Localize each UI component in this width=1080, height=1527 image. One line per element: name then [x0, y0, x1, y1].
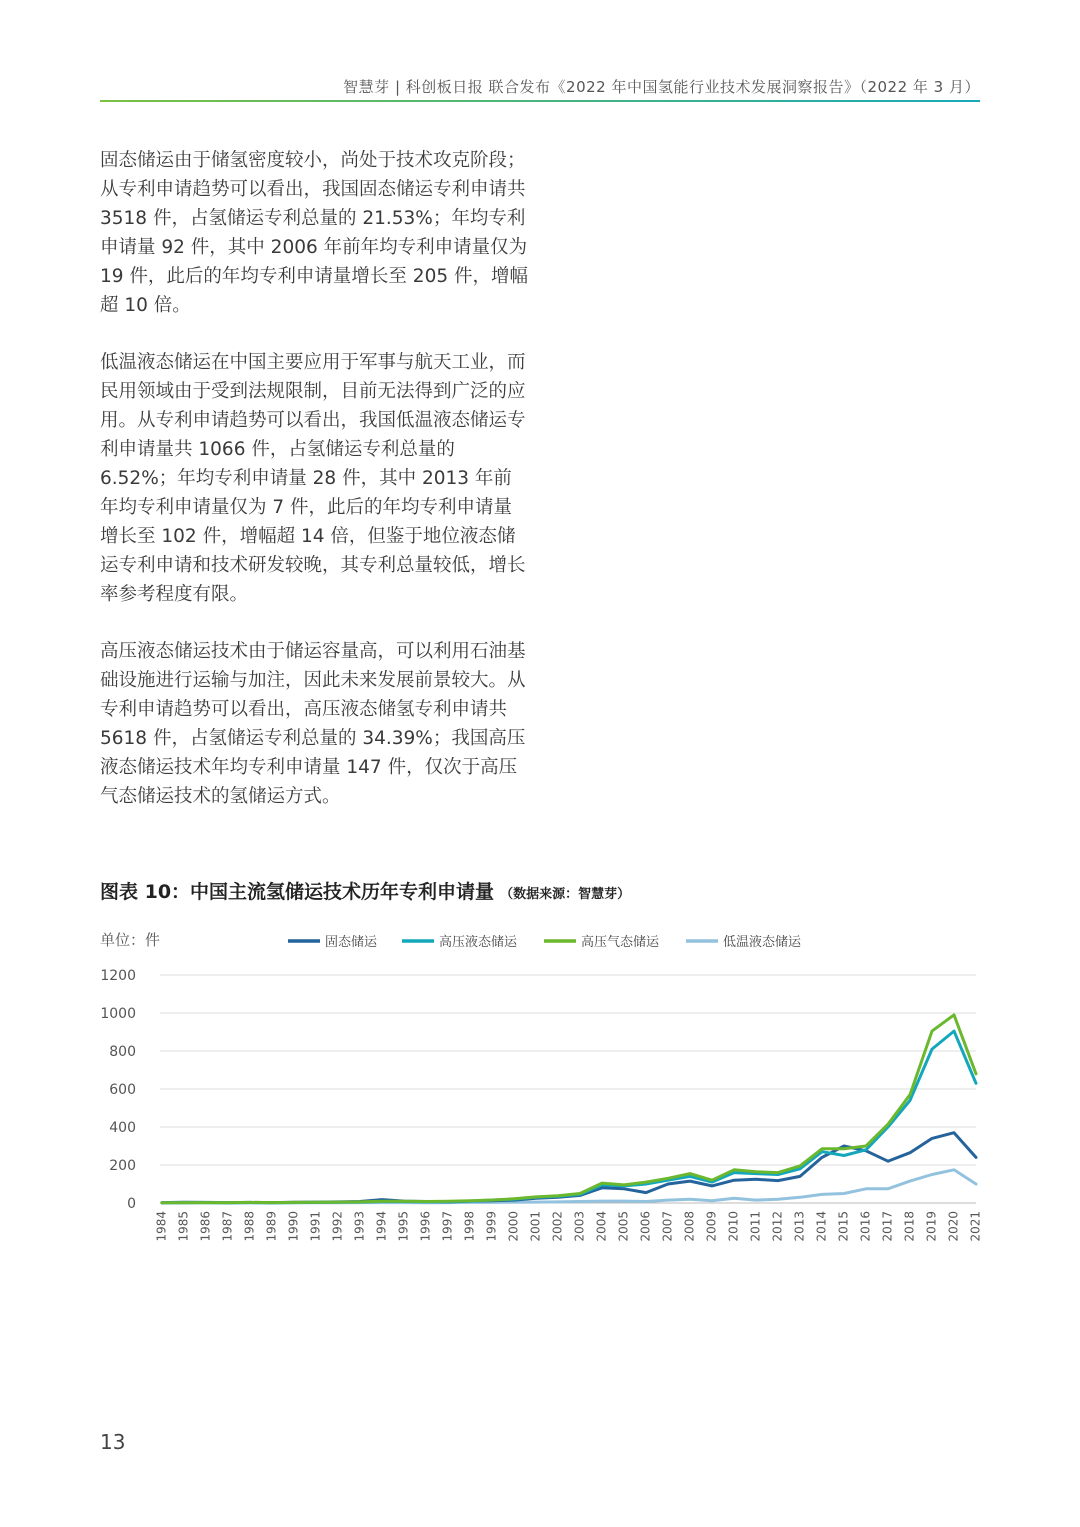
x-tick-label: 1985 [176, 1211, 191, 1242]
x-tick-label: 2013 [792, 1211, 807, 1242]
body-text [100, 146, 528, 839]
page-number: 13 [100, 1430, 126, 1454]
x-tick-label: 1995 [396, 1211, 411, 1242]
figure-title [100, 877, 630, 904]
x-tick-label: 1989 [264, 1211, 279, 1242]
y-tick-label: 600 [109, 1082, 136, 1098]
x-tick-label: 2015 [836, 1211, 851, 1242]
line-chart [80, 925, 1000, 1265]
x-tick-label: 1986 [198, 1211, 213, 1242]
series-line-3 [162, 1170, 976, 1203]
x-tick-label: 1994 [374, 1211, 389, 1242]
x-tick-label: 1996 [418, 1211, 433, 1242]
x-tick-label: 1993 [352, 1211, 367, 1242]
x-tick-label: 2021 [968, 1211, 983, 1242]
legend-label: 低温液态储运 [723, 935, 802, 950]
series-line-2 [162, 1015, 976, 1203]
x-tick-label: 2009 [704, 1211, 719, 1242]
x-tick-label: 2001 [528, 1211, 543, 1242]
header-divider [100, 100, 980, 102]
x-tick-label: 2004 [594, 1211, 609, 1242]
paragraph-solid-storage: 固态储运由于储氢密度较小，尚处于技术攻克阶段；从专利申请趋势可以看出，我国固态储运专利申请共 3518 件，占氢储运专利总量的 21.53%；年均专利申请量 92 件，其中 2006 年前年均专利申请量仅为 19 件，此后的年均专利申请量增长至 205 件，增幅超 10 倍。 [100, 150, 528, 316]
x-tick-label: 1998 [462, 1211, 477, 1242]
legend-label: 高压液态储运 [439, 935, 518, 950]
legend-label: 高压气态储运 [581, 935, 660, 950]
y-tick-label: 400 [109, 1120, 136, 1136]
y-tick-label: 1000 [100, 1006, 136, 1022]
figure-source: （数据来源：智慧芽） [500, 887, 631, 902]
x-tick-label: 2008 [682, 1211, 697, 1242]
x-tick-label: 2012 [770, 1211, 785, 1242]
series-line-1 [162, 1031, 976, 1203]
y-tick-label: 1200 [100, 968, 136, 984]
y-tick-label: 200 [109, 1158, 136, 1174]
x-tick-label: 2018 [902, 1211, 917, 1242]
x-tick-label: 2014 [814, 1211, 829, 1242]
x-tick-label: 2000 [506, 1211, 521, 1242]
x-tick-label: 2007 [660, 1211, 675, 1242]
chart-unit-label: 单位：件 [100, 931, 161, 949]
report-header: 智慧芽 | 科创板日报 联合发布《2022 年中国氢能行业技术发展洞察报告》（2022 年 3 月） [343, 78, 980, 96]
x-tick-label: 2020 [946, 1211, 961, 1242]
x-tick-label: 2006 [638, 1211, 653, 1242]
x-tick-label: 2019 [924, 1211, 939, 1242]
y-tick-label: 0 [127, 1196, 136, 1212]
x-tick-label: 2002 [550, 1211, 565, 1242]
figure-title-text: 图表 10：中国主流氢储运技术历年专利申请量 [100, 881, 495, 903]
x-tick-label: 1997 [440, 1211, 455, 1242]
x-tick-label: 2017 [880, 1211, 895, 1242]
x-tick-label: 1999 [484, 1211, 499, 1242]
x-tick-label: 2016 [858, 1211, 873, 1242]
x-tick-label: 1987 [220, 1211, 235, 1242]
x-tick-label: 1991 [308, 1211, 323, 1242]
x-tick-label: 1992 [330, 1211, 345, 1242]
y-tick-label: 800 [109, 1044, 136, 1060]
x-tick-label: 2011 [748, 1211, 763, 1242]
x-tick-label: 1984 [154, 1211, 169, 1242]
x-tick-label: 2003 [572, 1211, 587, 1242]
x-tick-label: 2010 [726, 1211, 741, 1242]
paragraph-cryogenic-liquid-storage: 低温液态储运在中国主要应用于军事与航天工业，而民用领域由于受到法规限制，目前无法得到广泛的应用。从专利申请趋势可以看出，我国低温液态储运专利申请量共 1066 件，占氢储运专利总量的 6.52%；年均专利申请量 28 件，其中 2013 年前年均专利申请量仅为 7 件，此后的年均专利申请量增长至 102 件，增幅超 14 倍，但鉴于地位液态储运专利申请和技术研发较晚，其专利总量较低，增长率参考程度有限。 [100, 352, 526, 605]
x-tick-label: 1990 [286, 1211, 301, 1242]
paragraph-high-pressure-liquid-storage: 高压液态储运技术由于储运容量高，可以利用石油基础设施进行运输与加注，因此未来发展前景较大。从专利申请趋势可以看出，高压液态储氢专利申请共 5618 件，占氢储运专利总量的 34.39%；我国高压液态储运技术年均专利申请量 147 件，仅次于高压气态储运技术的氢储运方式。 [100, 641, 526, 807]
legend-label: 固态储运 [325, 935, 378, 950]
x-tick-label: 1988 [242, 1211, 257, 1242]
x-tick-label: 2005 [616, 1211, 631, 1242]
